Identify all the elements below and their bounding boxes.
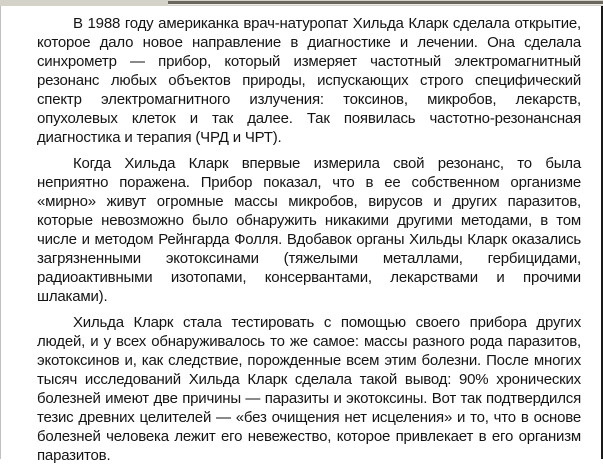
text-line: болезней человека лежит его невежество, которое привлекает в его организм: [37, 428, 581, 445]
text-line: числе и методом Рейнгарда Фолля. Вдобавок органы Хильды Кларк оказались: [37, 231, 581, 248]
page-text: [1, 6, 601, 465]
paragraph: [37, 154, 581, 306]
text-line: Когда Хильда Кларк впервые измерила свой резонанс, то была: [73, 155, 581, 172]
text-line: неприятно поражена. Прибор показал, что в ее собственном организме: [37, 174, 581, 191]
paragraph: [37, 313, 581, 465]
text-line: тезис древних целителей — «без очищения нет исцеления» и то, что в основе: [37, 409, 581, 426]
text-line: которые невозможно было обнаружить никакими другими методами, в том: [37, 212, 581, 229]
text-line: загрязненными экотоксинами (тяжелыми металлами, гербицидами,: [37, 250, 581, 267]
document-page: [0, 6, 603, 464]
text-line: шлаками).: [37, 288, 108, 305]
text-line: диагностика и терапия (ЧРД и ЧРТ).: [37, 129, 282, 146]
text-line: опухолевых клеток и так далее. Так появилась частотно-резонансная: [37, 110, 581, 127]
text-line: которое дало новое направление в диагностике и лечении. Она сделала: [37, 34, 581, 51]
text-line: паразитов.: [37, 447, 111, 464]
text-line: радиоактивными изотопами, консервантами, лекарствами и прочими: [37, 269, 581, 286]
paragraph: [37, 14, 581, 147]
text-line: людей, и у всех обнаруживалось то же самое: массы разного рода паразитов,: [37, 333, 581, 350]
text-line: экотоксинов и, как следствие, порожденные всем этим болезни. После многих: [37, 352, 581, 369]
toolbar-bottom-edge: [168, 1, 603, 5]
text-line: спектр электромагнитного излучения: токсинов, микробов, лекарств,: [37, 91, 581, 108]
text-line: болезней имеют две причины — паразиты и экотоксины. Вот так подтвердился: [37, 390, 581, 407]
text-line: В 1988 году американка врач-натуропат Хильда Кларк сделала открытие,: [73, 15, 581, 32]
text-line: «мирно» живут огромные массы микробов, вирусов и других паразитов,: [37, 193, 581, 210]
text-line: резонанс любых объектов природы, испускающих строго специфический: [37, 72, 581, 89]
text-line: синхрометр — прибор, который измеряет частотный электромагнитный: [37, 53, 581, 70]
text-line: тысяч исследований Хильда Кларк сделала такой вывод: 90% хронических: [37, 371, 581, 388]
text-line: Хильда Кларк стала тестировать с помощью своего прибора других: [73, 314, 581, 331]
